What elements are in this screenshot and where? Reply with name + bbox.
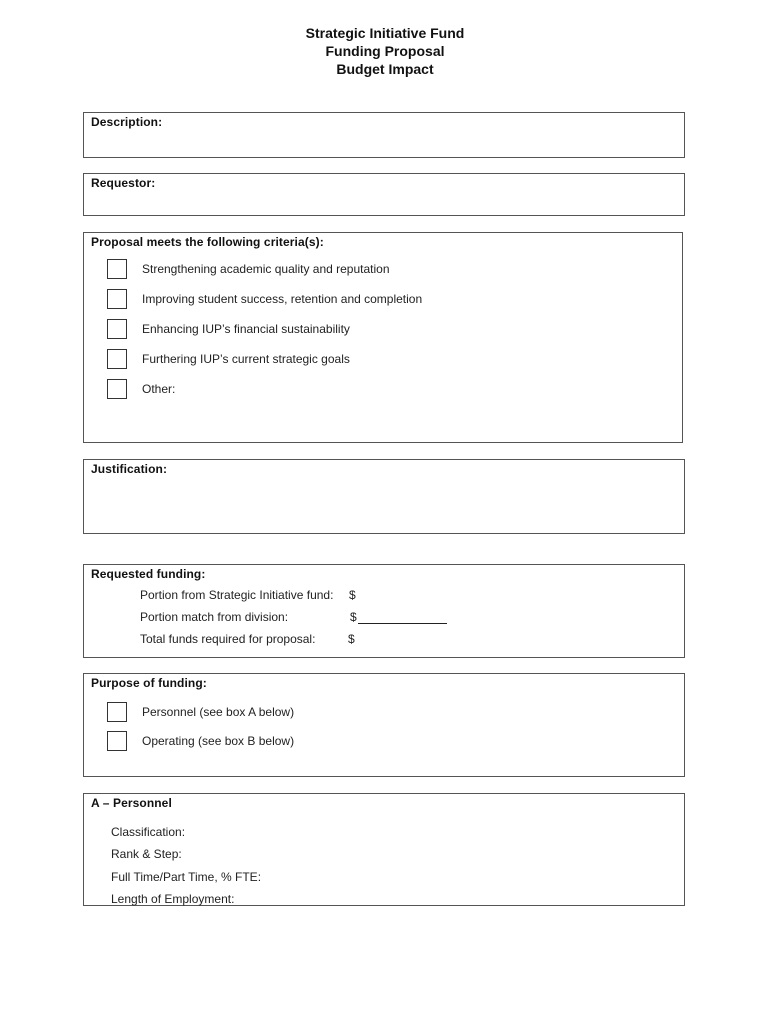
purpose-label: Purpose of funding: <box>91 676 207 690</box>
description-label: Description: <box>91 115 163 129</box>
funding-currency: $ <box>350 610 357 624</box>
purpose-checkbox-operating[interactable] <box>107 731 127 751</box>
criteria-section <box>83 232 683 443</box>
requestor-field[interactable] <box>83 173 685 216</box>
funding-row-label: Portion match from division: <box>140 610 289 624</box>
division-match-input-line[interactable] <box>358 610 447 624</box>
criteria-checkbox-strategic-goals[interactable] <box>107 349 127 369</box>
requested-funding-section <box>83 564 685 658</box>
criteria-checkbox-financial-sustainability[interactable] <box>107 319 127 339</box>
funding-row-label: Portion from Strategic Initiative fund: <box>140 588 334 602</box>
classification-field[interactable]: Classification: <box>111 825 186 839</box>
form-title: Strategic Initiative Fund <box>305 25 465 41</box>
criteria-option-academic-quality[interactable] <box>107 258 390 280</box>
requestor-label: Requestor: <box>91 176 156 190</box>
fte-field[interactable]: Full Time/Part Time, % FTE: <box>111 870 262 884</box>
justification-field[interactable] <box>83 459 685 534</box>
requested-funding-label: Requested funding: <box>91 567 206 581</box>
purpose-option-label: Operating (see box B below) <box>142 734 295 748</box>
length-of-employment-field[interactable]: Length of Employment: <box>111 892 235 906</box>
criteria-option-label: Strengthening academic quality and reputation <box>142 262 390 276</box>
rank-step-field[interactable]: Rank & Step: <box>111 847 182 861</box>
criteria-option-financial-sustainability[interactable] <box>107 318 350 340</box>
purpose-checkbox-personnel[interactable] <box>107 702 127 722</box>
form-subtitle: Funding Proposal <box>325 43 445 59</box>
funding-row-label: Total funds required for proposal: <box>140 632 316 646</box>
criteria-option-label: Improving student success, retention and completion <box>142 292 423 306</box>
purpose-option-personnel[interactable] <box>107 701 295 723</box>
purpose-option-label: Personnel (see box A below) <box>142 705 295 719</box>
criteria-option-student-success[interactable] <box>107 288 423 310</box>
form-title-block <box>0 24 770 78</box>
description-field[interactable] <box>83 112 685 158</box>
justification-label: Justification: <box>91 462 168 476</box>
criteria-option-other[interactable] <box>107 378 176 400</box>
criteria-label: Proposal meets the following criteria(s): <box>91 235 324 249</box>
criteria-checkbox-academic-quality[interactable] <box>107 259 127 279</box>
form-subtitle-2: Budget Impact <box>336 61 434 77</box>
criteria-checkbox-student-success[interactable] <box>107 289 127 309</box>
personnel-section <box>83 793 685 906</box>
criteria-option-label: Furthering IUP’s current strategic goals <box>142 352 350 366</box>
funding-currency: $ <box>348 632 355 646</box>
purpose-option-operating[interactable] <box>107 730 295 752</box>
funding-currency: $ <box>349 588 356 602</box>
purpose-section <box>83 673 685 777</box>
criteria-option-strategic-goals[interactable] <box>107 348 350 370</box>
criteria-option-label: Other: <box>142 382 176 396</box>
criteria-checkbox-other[interactable] <box>107 379 127 399</box>
personnel-label: A – Personnel <box>91 796 172 810</box>
criteria-option-label: Enhancing IUP’s financial sustainability <box>142 322 350 336</box>
